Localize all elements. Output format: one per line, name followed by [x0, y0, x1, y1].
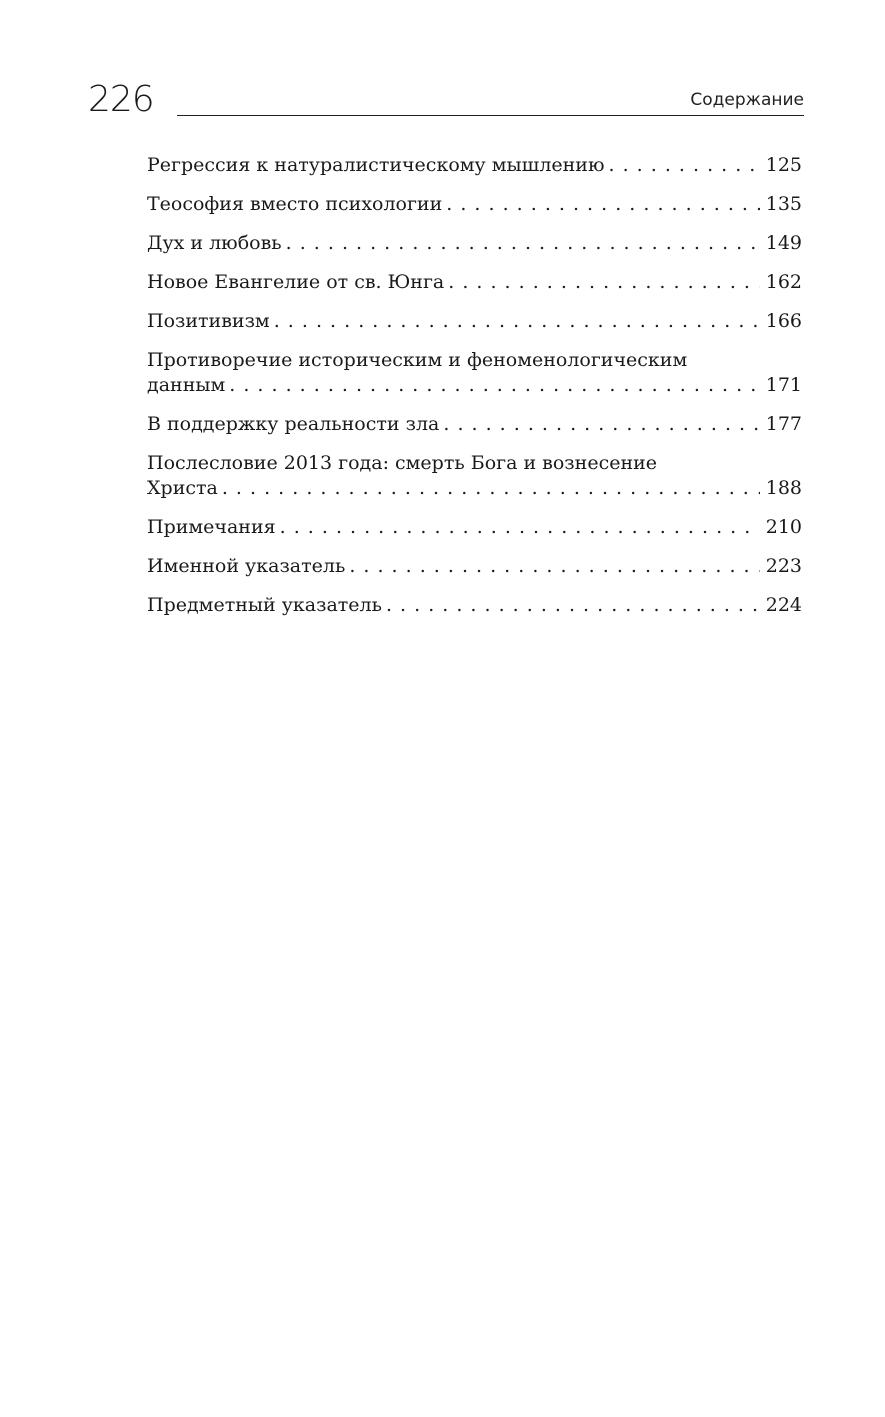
- table-of-contents: [147, 153, 802, 632]
- toc-entry-page: 188: [765, 477, 802, 499]
- toc-entry-page: 166: [765, 310, 802, 332]
- toc-entry-title: В поддержку реальности зла: [147, 413, 440, 435]
- toc-entry-title: Теософия вместо психологии: [147, 193, 443, 215]
- toc-leader-dots: [280, 515, 760, 540]
- toc-entry-title: Регрессия к натуралистическому мышлению: [147, 154, 605, 176]
- toc-entry-title: Дух и любовь: [147, 232, 282, 254]
- toc-leader-dots: [386, 593, 760, 618]
- toc-entry-page: 162: [765, 271, 802, 293]
- toc-entry-title: Позитивизм: [147, 310, 270, 332]
- toc-leader-dots: [443, 412, 759, 437]
- toc-entry[interactable]: [147, 515, 802, 540]
- toc-entry-title-line1: Противоречие историческим и феноменологическим: [147, 349, 688, 371]
- toc-entry[interactable]: [147, 192, 802, 217]
- toc-entry-title: Именной указатель: [147, 555, 346, 577]
- page-number: 226: [88, 79, 154, 120]
- toc-leader-dots: [446, 192, 759, 217]
- toc-entry-page: 177: [765, 413, 802, 435]
- toc-entry-page: 135: [765, 193, 802, 215]
- toc-leader-dots: [609, 153, 760, 178]
- header-rule: [177, 115, 804, 116]
- toc-entry-title-line1: Послесловие 2013 года: смерть Бога и вознесение: [147, 452, 658, 474]
- toc-entry-page: 223: [765, 555, 802, 577]
- toc-entry-title: Христа: [147, 477, 218, 499]
- toc-entry[interactable]: [147, 554, 802, 579]
- toc-entry-title: Примечания: [147, 516, 276, 538]
- toc-entry[interactable]: [147, 412, 802, 437]
- toc-leader-dots: [286, 231, 760, 256]
- toc-leader-dots: [222, 476, 760, 501]
- toc-entry-title: Новое Евангелие от св. Юнга: [147, 271, 445, 293]
- toc-entry-page: 171: [765, 374, 802, 396]
- toc-entry[interactable]: [147, 153, 802, 178]
- toc-entry[interactable]: [147, 231, 802, 256]
- toc-entry-title: данным: [147, 374, 226, 396]
- running-head: Содержание: [690, 90, 804, 110]
- toc-leader-dots: [448, 270, 760, 295]
- toc-entry-page: 149: [765, 232, 802, 254]
- toc-entry[interactable]: [147, 348, 802, 398]
- toc-entry[interactable]: [147, 451, 802, 501]
- toc-entry[interactable]: [147, 593, 802, 618]
- toc-leader-dots: [274, 309, 760, 334]
- toc-entry[interactable]: [147, 270, 802, 295]
- toc-entry-page: 125: [765, 154, 802, 176]
- toc-entry-title: Предметный указатель: [147, 594, 382, 616]
- toc-entry-page: 210: [765, 516, 802, 538]
- toc-leader-dots: [349, 554, 759, 579]
- toc-leader-dots: [229, 373, 759, 398]
- toc-entry[interactable]: [147, 309, 802, 334]
- toc-entry-page: 224: [765, 594, 802, 616]
